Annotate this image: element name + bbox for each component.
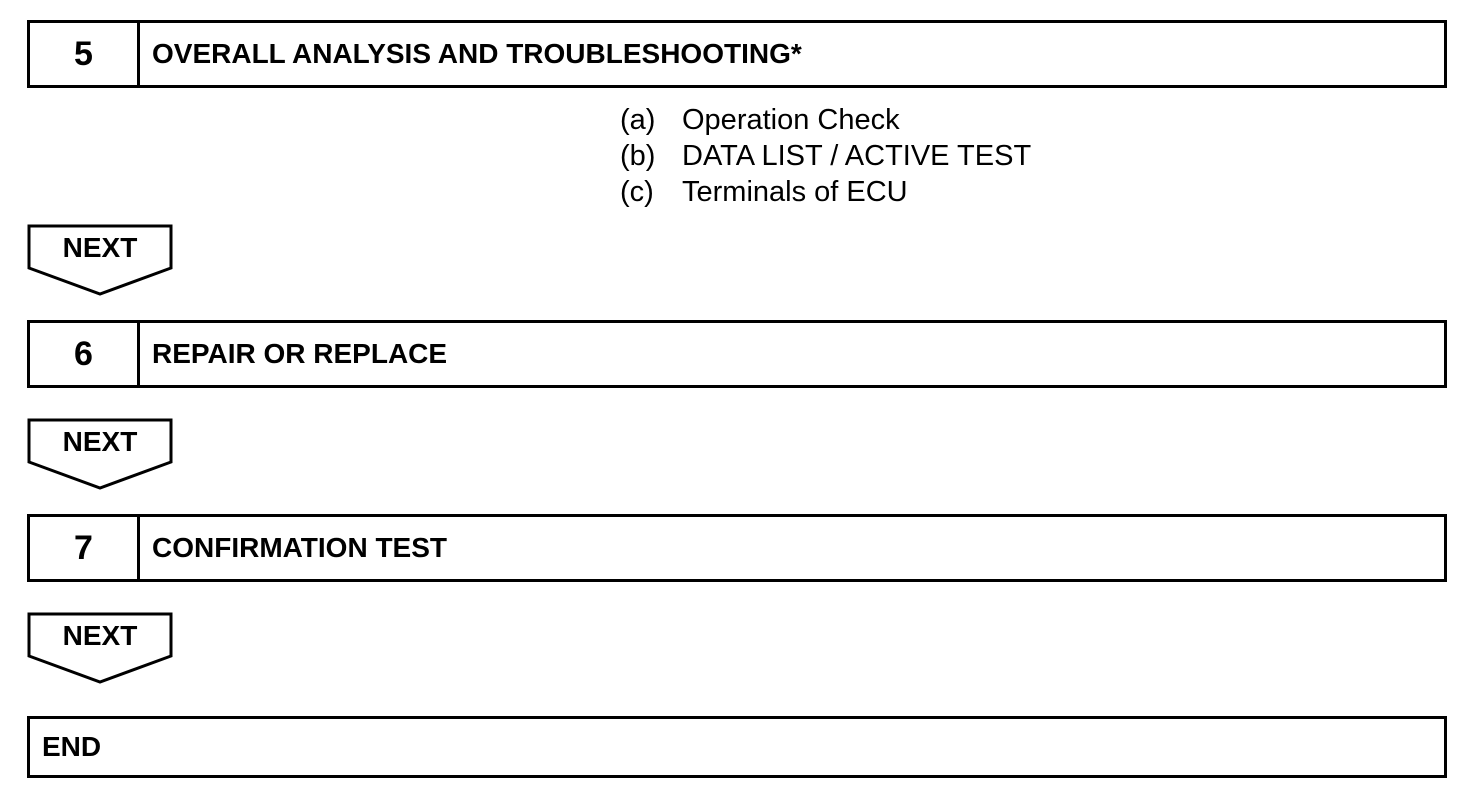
substep-letter: (b)	[620, 140, 656, 172]
step-number: 7	[30, 517, 140, 579]
end-box: END	[27, 716, 1447, 778]
substep-letter: (a)	[620, 104, 656, 136]
step-number: 6	[30, 323, 140, 385]
next-label: NEXT	[62, 232, 138, 263]
substep-letter: (c)	[620, 176, 654, 208]
step-number: 5	[30, 23, 140, 85]
step-title: REPAIR OR REPLACE	[152, 338, 448, 369]
substep-list	[620, 102, 1031, 210]
next-arrow	[27, 612, 173, 684]
next-label: NEXT	[62, 620, 138, 651]
step-title: OVERALL ANALYSIS AND TROUBLESHOOTING*	[152, 38, 802, 69]
substep-text: Operation Check	[682, 104, 900, 136]
substep-item	[620, 138, 1031, 174]
step-title: CONFIRMATION TEST	[152, 532, 448, 563]
next-arrow	[27, 418, 173, 490]
step-6-box	[27, 320, 1447, 388]
step-7-box	[27, 514, 1447, 582]
step-5-box	[27, 20, 1447, 88]
next-arrow	[27, 224, 173, 296]
substep-text: DATA LIST / ACTIVE TEST	[682, 140, 1032, 172]
substep-text: Terminals of ECU	[682, 176, 908, 208]
next-label: NEXT	[62, 426, 138, 457]
substep-item	[620, 174, 1031, 210]
substep-item	[620, 102, 1031, 138]
